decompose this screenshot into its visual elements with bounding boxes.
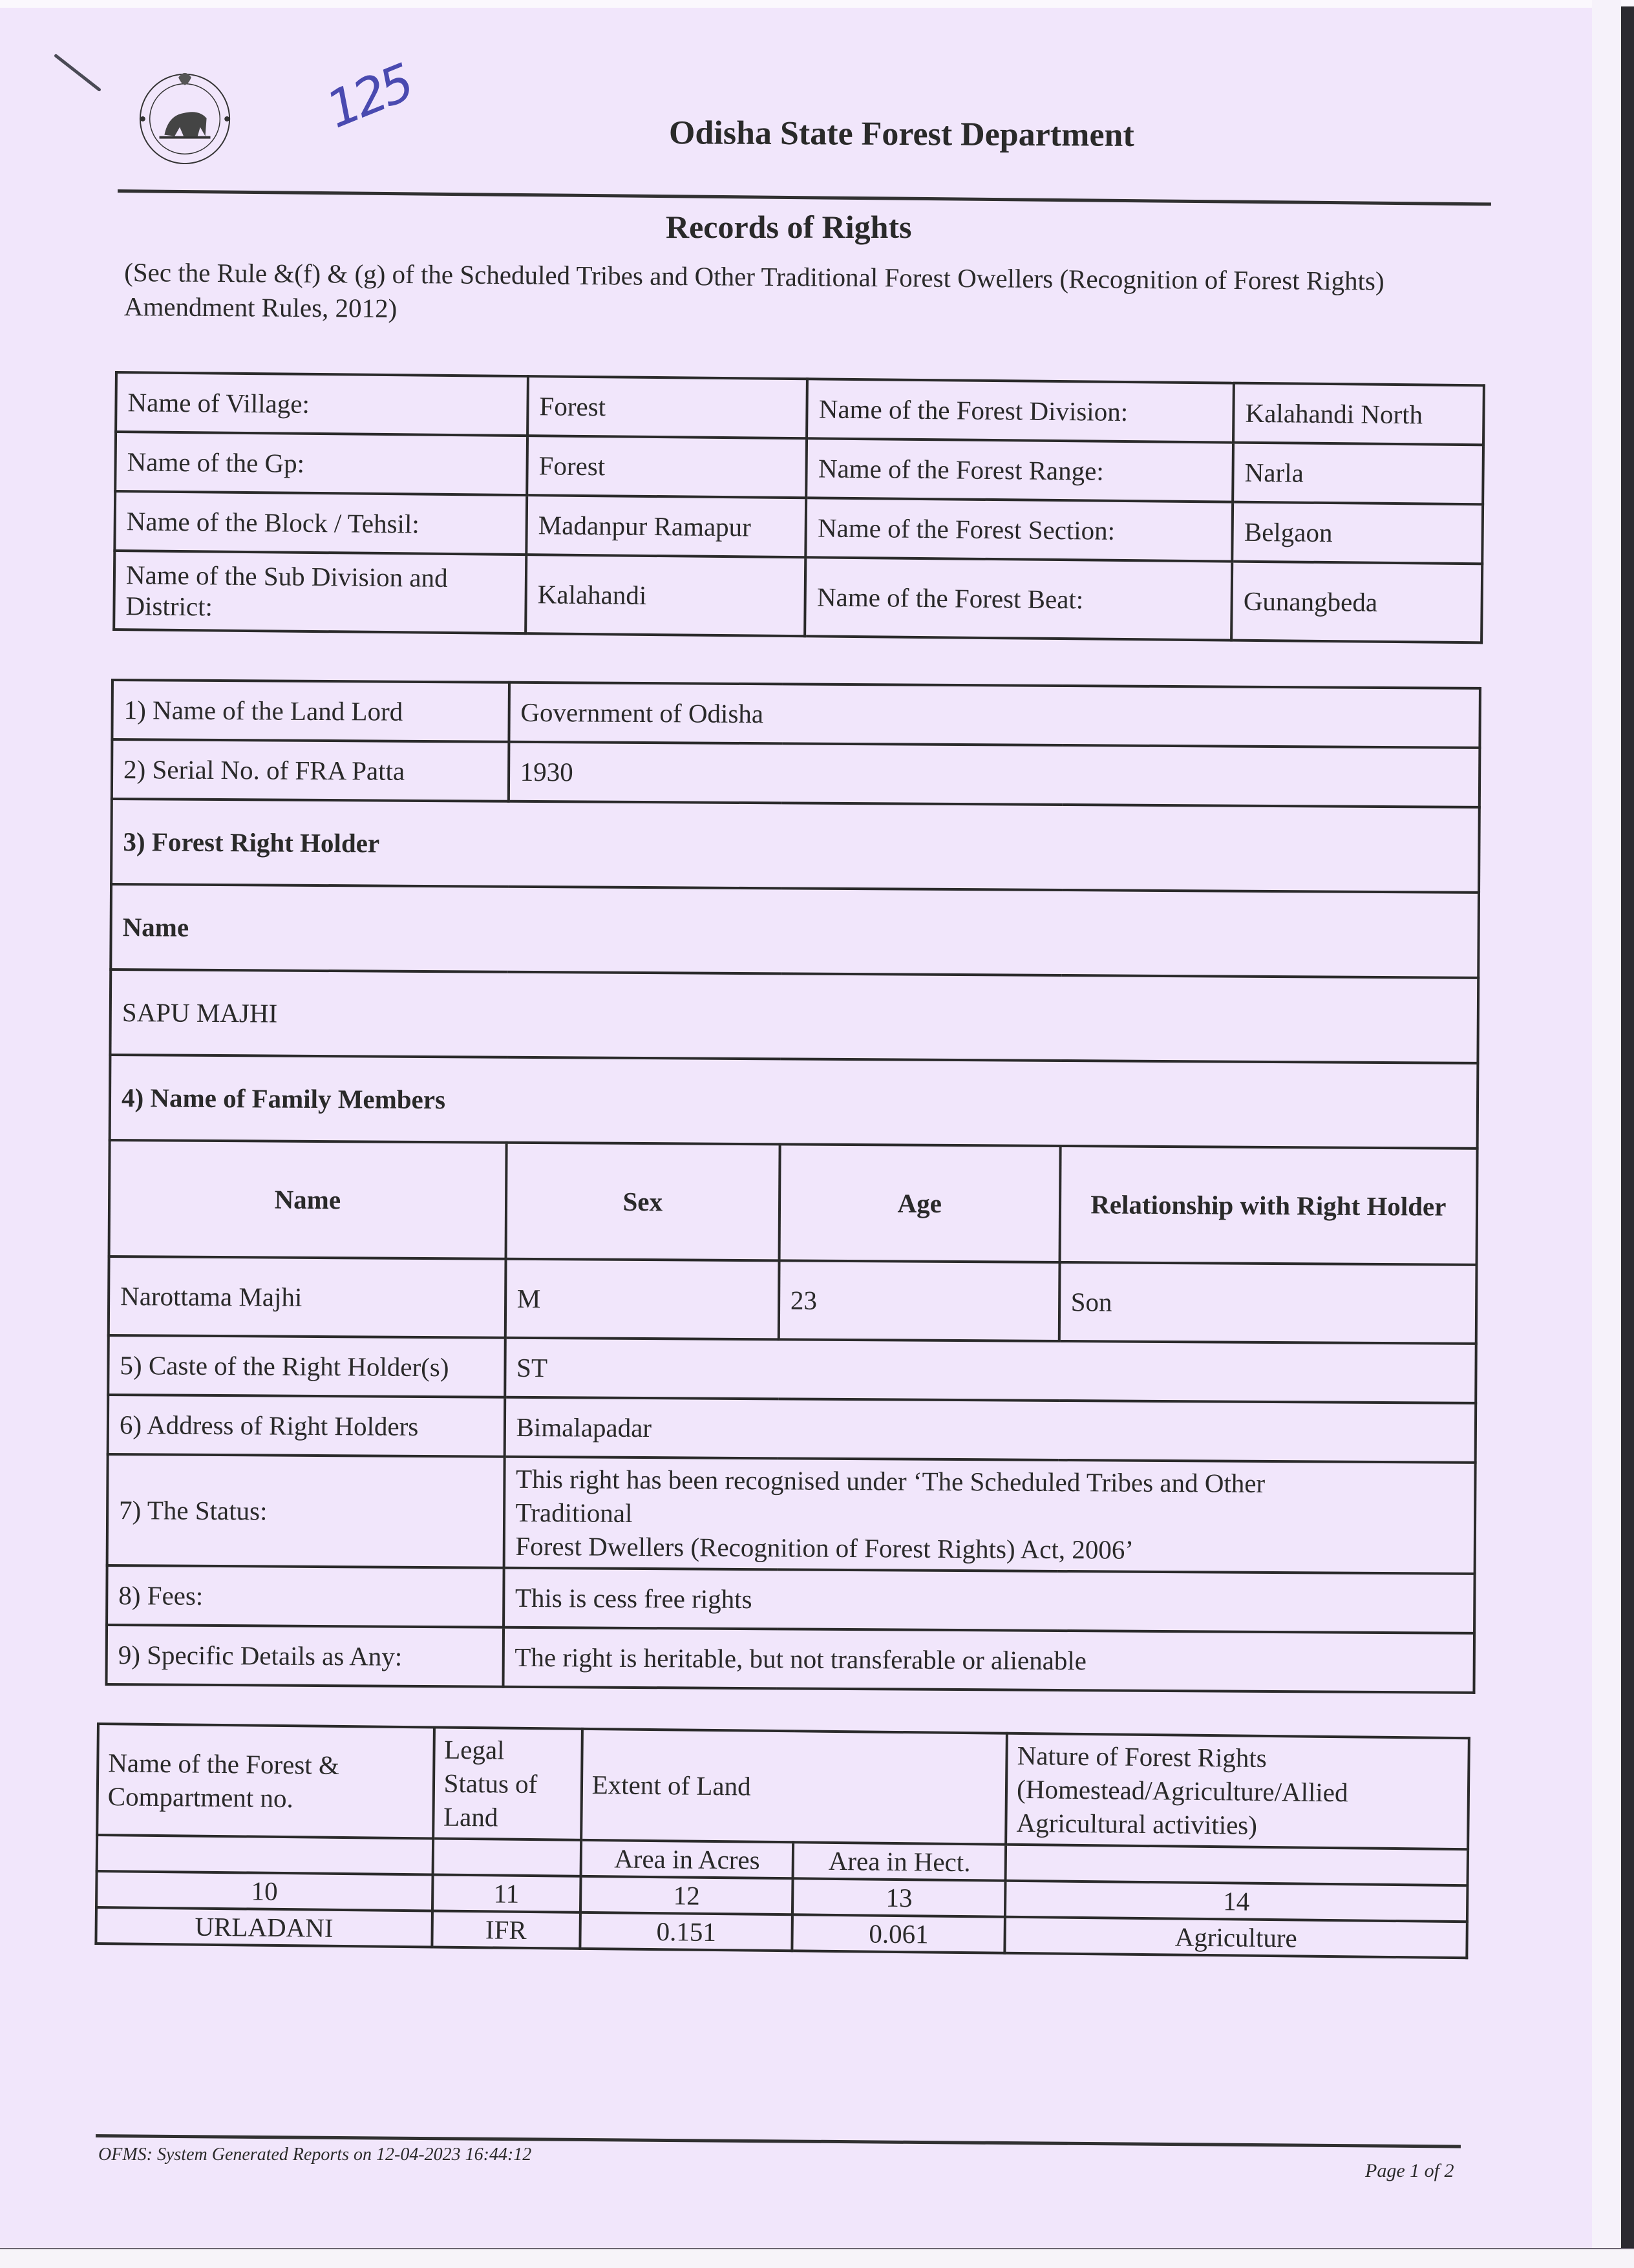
location-table bbox=[112, 371, 1485, 644]
caste-value: ST bbox=[505, 1338, 1476, 1403]
fees-value: This is cess free rights bbox=[504, 1568, 1475, 1633]
serial-label: 2) Serial No. of FRA Patta bbox=[112, 739, 509, 801]
beat-label: Name of the Forest Beat: bbox=[805, 557, 1232, 640]
land-lord-label: 1) Name of the Land Lord bbox=[112, 680, 509, 742]
division-value: Kalahandi North bbox=[1233, 383, 1484, 445]
column-number: 12 bbox=[580, 1876, 793, 1914]
land-table bbox=[94, 1722, 1470, 1959]
col-age: Age bbox=[779, 1144, 1060, 1262]
area-acres: 0.151 bbox=[580, 1913, 792, 1951]
page-number: Page 1 of 2 bbox=[1365, 2160, 1454, 2181]
section-label: Name of the Forest Section: bbox=[806, 498, 1233, 561]
district-label: Name of the Sub Division and District: bbox=[114, 551, 526, 633]
holder-name-row bbox=[110, 970, 1478, 1063]
area-hect: 0.061 bbox=[792, 1914, 1005, 1953]
status-line-3: Forest Dwellers (Recognition of Forest Rights) Act, 2006’ bbox=[515, 1531, 1134, 1565]
land-lord-value: Government of Odisha bbox=[509, 683, 1480, 748]
fees-row bbox=[107, 1565, 1475, 1633]
serial-row bbox=[112, 739, 1480, 807]
name-heading: Name bbox=[111, 884, 1479, 978]
department-title: Odisha State Forest Department bbox=[668, 114, 1134, 154]
address-label: 6) Address of Right Holders bbox=[108, 1395, 505, 1457]
holder-name: SAPU MAJHI bbox=[110, 970, 1478, 1063]
specific-value: The right is heritable, but not transferable or alienable bbox=[503, 1627, 1474, 1693]
status-label: 7) The Status: bbox=[107, 1454, 505, 1568]
range-value: Narla bbox=[1233, 443, 1483, 505]
status-value bbox=[504, 1457, 1475, 1574]
legal-status: IFR bbox=[432, 1911, 580, 1948]
caste-row bbox=[108, 1335, 1476, 1403]
column-number: 10 bbox=[96, 1871, 432, 1911]
gp-value: Forest bbox=[527, 436, 807, 498]
status-line-1: This right has been recognised under ‘The Scheduled Tribes and Other bbox=[515, 1463, 1266, 1498]
rights-details-table bbox=[105, 679, 1481, 1694]
family-member-row bbox=[109, 1256, 1477, 1344]
column-number: 13 bbox=[792, 1878, 1005, 1916]
address-value: Bimalapadar bbox=[504, 1397, 1476, 1463]
column-number: 14 bbox=[1005, 1881, 1467, 1922]
fees-label: 8) Fees: bbox=[107, 1565, 504, 1627]
division-label: Name of the Forest Division: bbox=[807, 379, 1234, 442]
hect-header: Area in Hect. bbox=[793, 1842, 1006, 1880]
generated-timestamp: OFMS: System Generated Reports on 12-04-2023 16:44:12 bbox=[98, 2145, 532, 2165]
member-sex: M bbox=[505, 1259, 779, 1340]
forest-name: URLADANI bbox=[96, 1907, 432, 1947]
scan-top-margin bbox=[0, 0, 1634, 8]
specific-label: 9) Specific Details as Any: bbox=[106, 1625, 503, 1687]
empty-cell bbox=[1006, 1845, 1468, 1885]
serial-value: 1930 bbox=[508, 742, 1480, 807]
staple-mark bbox=[54, 54, 101, 92]
section-value: Belgaon bbox=[1232, 502, 1483, 564]
member-relationship: Son bbox=[1059, 1262, 1476, 1344]
range-label: Name of the Forest Range: bbox=[807, 438, 1234, 502]
land-header-row bbox=[97, 1724, 1469, 1849]
rule-reference: (Sec the Rule &(f) & (g) of the Scheduled Tribes and Other Traditional Forest Owellers (Recognition of Forest Rights) Amendment Rules, 2012) bbox=[123, 257, 1385, 323]
beat-value: Gunangbeda bbox=[1231, 562, 1482, 643]
block-value: Madanpur Ramapur bbox=[526, 495, 806, 557]
caste-label: 5) Caste of the Right Holder(s) bbox=[108, 1335, 505, 1397]
forest-header: Name of the Forest & Compartment no. bbox=[97, 1724, 434, 1838]
gp-label: Name of the Gp: bbox=[115, 432, 527, 495]
family-header-row bbox=[109, 1140, 1478, 1265]
village-label: Name of Village: bbox=[116, 372, 528, 436]
address-row bbox=[108, 1395, 1476, 1463]
acres-header: Area in Acres bbox=[580, 1840, 793, 1878]
right-holder-section bbox=[111, 799, 1480, 893]
specific-details-row bbox=[106, 1625, 1474, 1693]
scan-right-margin bbox=[1592, 0, 1621, 2267]
village-value: Forest bbox=[527, 376, 807, 438]
extent-header: Extent of Land bbox=[581, 1729, 1007, 1845]
odisha-emblem-icon bbox=[134, 65, 236, 167]
member-name: Narottama Majhi bbox=[109, 1256, 505, 1338]
handwritten-number: 125 bbox=[318, 54, 419, 140]
block-label: Name of the Block / Tehsil: bbox=[114, 491, 527, 555]
col-name: Name bbox=[109, 1140, 507, 1259]
scan-bottom-margin bbox=[0, 2248, 1634, 2268]
legal-header: Legal Status of Land bbox=[433, 1727, 582, 1839]
name-heading-row bbox=[111, 884, 1479, 978]
right-holder-heading: 3) Forest Right Holder bbox=[111, 799, 1480, 893]
column-number: 11 bbox=[432, 1874, 581, 1912]
empty-cell bbox=[432, 1838, 581, 1876]
land-lord-row bbox=[112, 680, 1480, 748]
location-row bbox=[114, 551, 1482, 642]
empty-cell bbox=[97, 1835, 433, 1874]
nature-header: Nature of Forest Rights (Homestead/Agriculture/Allied Agricultural activities) bbox=[1006, 1733, 1469, 1849]
scan-edge bbox=[1621, 6, 1634, 2267]
status-line-2: Traditional bbox=[515, 1497, 633, 1528]
member-age: 23 bbox=[779, 1260, 1060, 1341]
col-sex: Sex bbox=[505, 1143, 780, 1261]
district-value: Kalahandi bbox=[525, 555, 805, 636]
nature-of-rights: Agriculture bbox=[1005, 1917, 1467, 1958]
col-relationship: Relationship with Right Holder bbox=[1059, 1146, 1478, 1265]
header-divider bbox=[118, 189, 1491, 206]
family-section bbox=[110, 1055, 1478, 1149]
status-row bbox=[107, 1454, 1476, 1574]
family-heading: 4) Name of Family Members bbox=[110, 1055, 1478, 1149]
page-title: Records of Rights bbox=[666, 209, 912, 245]
